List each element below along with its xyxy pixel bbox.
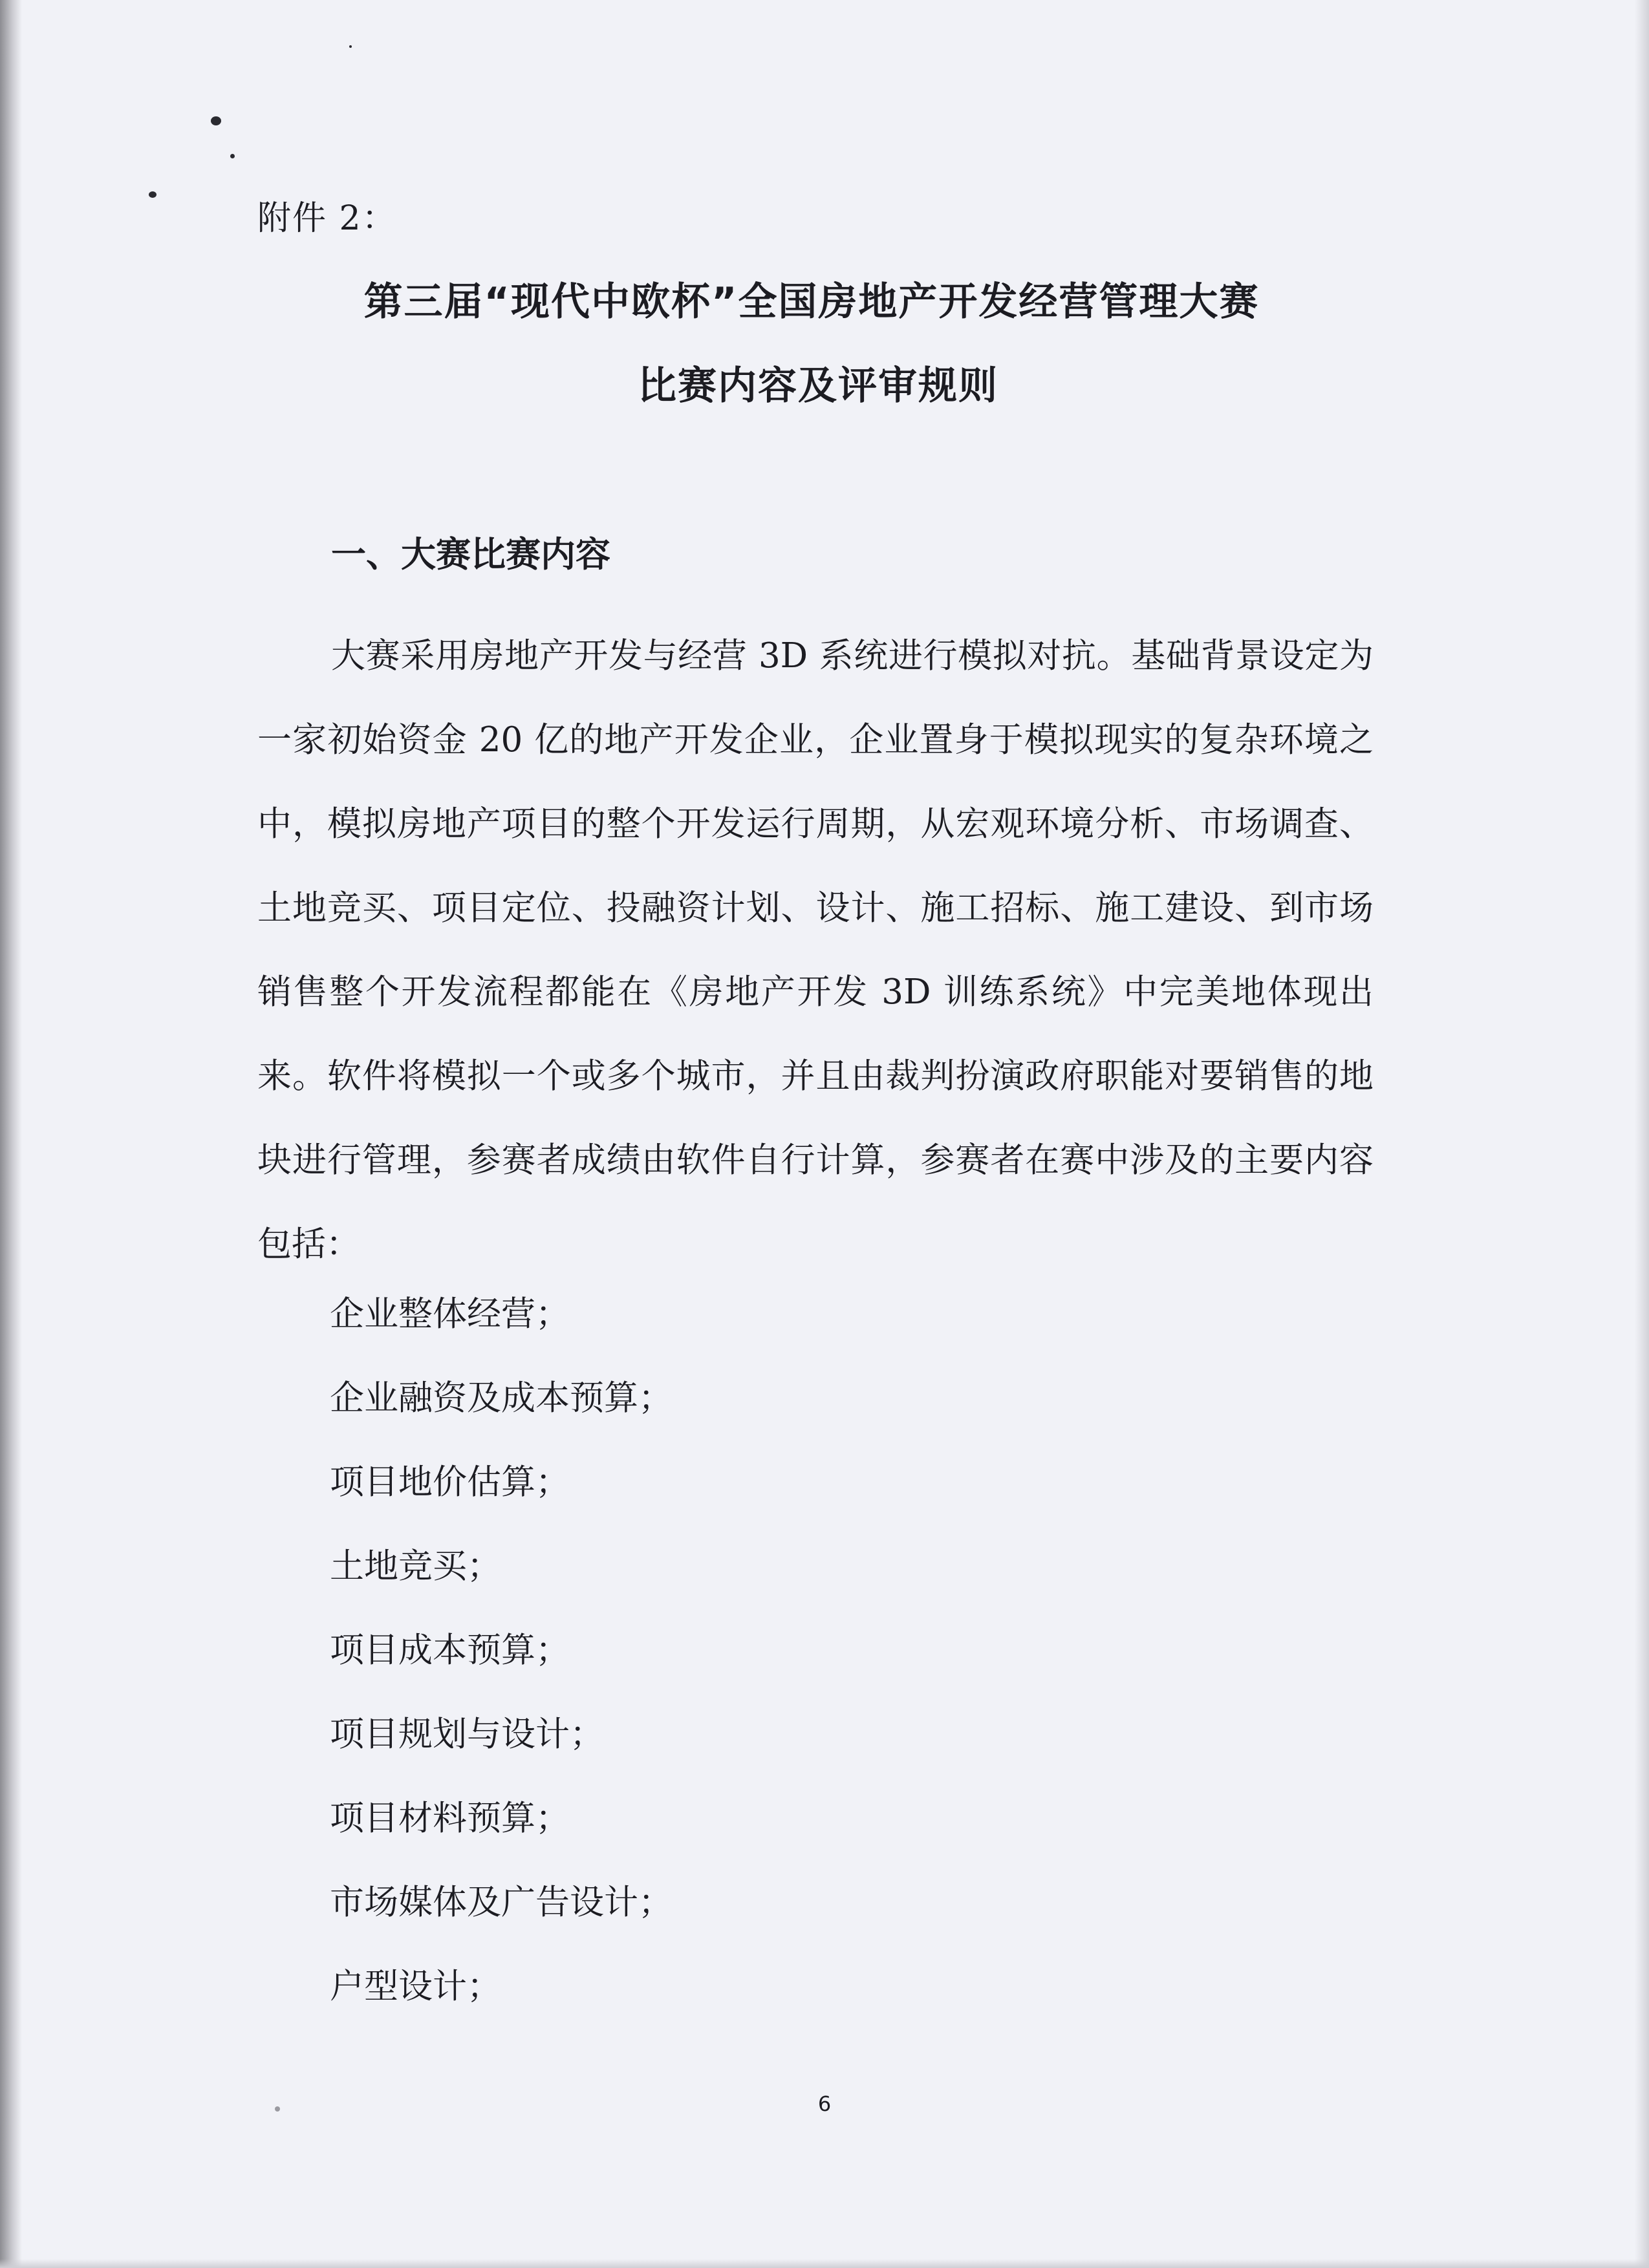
list-item: 市场媒体及广告设计； — [330, 1883, 673, 1922]
document-title-line-1: 第三届“现代中欧杯”全国房地产开发经营管理大赛 — [363, 279, 1260, 325]
list-item: 户型设计； — [330, 1967, 501, 2006]
document-title-line-2: 比赛内容及评审规则 — [638, 363, 998, 409]
list-item: 项目成本预算； — [330, 1631, 570, 1670]
list-item: 项目材料预算； — [330, 1799, 570, 1838]
list-item: 项目地价估算； — [330, 1462, 570, 1502]
content-item-list — [330, 1272, 673, 2029]
attachment-label: 附件 2： — [257, 199, 397, 238]
list-item: 企业融资及成本预算； — [330, 1378, 673, 1418]
list-item: 企业整体经营； — [330, 1294, 570, 1334]
list-item: 项目规划与设计； — [330, 1715, 604, 1754]
section-paragraph: 大赛采用房地产开发与经营 3D 系统进行模拟对抗。基础背景设定为一家初始资金 20 亿的地产开发企业，企业置身于模拟现实的复杂环境之中，模拟房地产项目的整个开发运行周期，从宏观环境分析、市场调查、土地竞买、项目定位、投融资计划、设计、施工招标、施工建设、到市场销售整个开发流程都能在《房地产开发 3D 训练系统》中完美地体现出来。软件将模拟一个或多个城市，并且由裁判扮演政府职能对要销售的地块进行管理，参赛者成绩由软件自行计算，参赛者在赛中涉及的主要内容包括： — [257, 636, 1374, 1264]
page-number: 6 — [817, 2091, 832, 2116]
list-item: 土地竞买； — [330, 1546, 501, 1586]
section-heading: 一、大赛比赛内容 — [331, 534, 610, 575]
